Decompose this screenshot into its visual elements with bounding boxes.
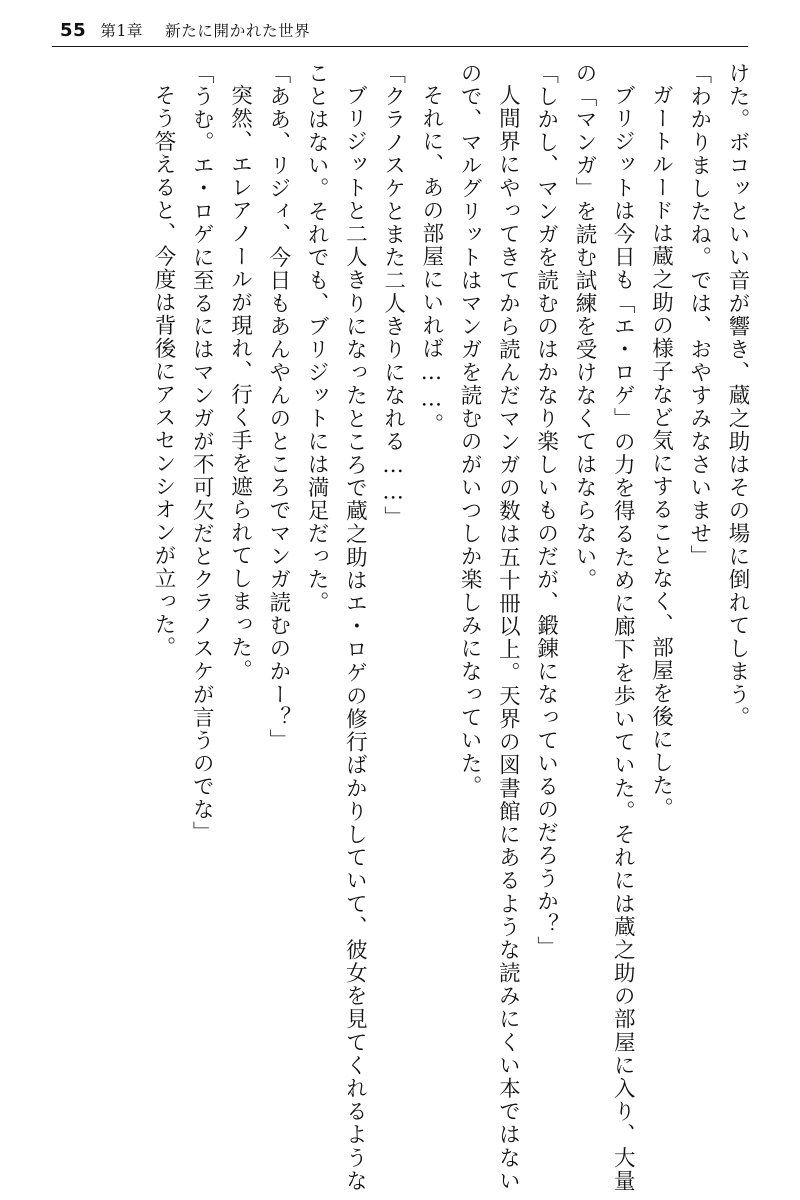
paragraph: それに、あの部屋にいれば……。	[418, 83, 444, 436]
paragraph: ブリジットと二人きりになったところで蔵之助はエ・ロゲの修行ばかりしていて、彼女を見てくれるようなことはない。それでも、ブリジットには満足だった。	[304, 62, 368, 1192]
paragraph: そう答えると、今度は背後にアスセンシオンが立った。	[151, 83, 177, 659]
paragraph: 「ああ、リジィ、今日もあんやんのところでマンガ読むのかー？」	[265, 62, 291, 753]
paragraph: 人間界にやってきてから読んだマンガの数は五十冊以上。天界の図書館にあるような読みにくい本ではないので、マルグリットはマンガを読むのがいつしか楽しみになっていた。	[457, 62, 521, 1192]
paragraph: 「クラノスケとまた二人きりになれる……」	[380, 62, 406, 530]
page-number: 55	[60, 19, 87, 41]
chapter-title: 新たに開かれた世界	[165, 22, 311, 40]
paragraph: ガートルードは蔵之助の様子など気にすることなく、部屋を後にした。	[648, 83, 674, 820]
paragraph: けた。ボコッといい音が響き、蔵之助はその場に倒れてしまう。	[725, 62, 750, 730]
paragraph: 突然、エレアノールが現れ、行く手を遮られてしまった。	[227, 83, 253, 682]
paragraph: 「わかりましたね。では、おやすみなさいませ」	[686, 62, 712, 569]
paragraph: 「うむ。エ・ロゲに至るにはマンガが不可欠だとクラノスケが言うのでな」	[189, 62, 215, 845]
paragraph: ブリジットは今日も「エ・ロゲ」の力を得るために廊下を歩いていた。それには蔵之助の部屋に入り、大量の「マンガ」を読む試練を受けなくてはならない。	[571, 62, 636, 1192]
header-divider	[52, 46, 748, 47]
body-text	[48, 62, 756, 1192]
chapter-number: 第1章	[100, 22, 144, 40]
running-head	[60, 16, 740, 44]
paragraph: 「しかし、マンガを読むのはかなり楽しいものだが、鍛錬になっているのだろうか？」	[533, 62, 559, 960]
